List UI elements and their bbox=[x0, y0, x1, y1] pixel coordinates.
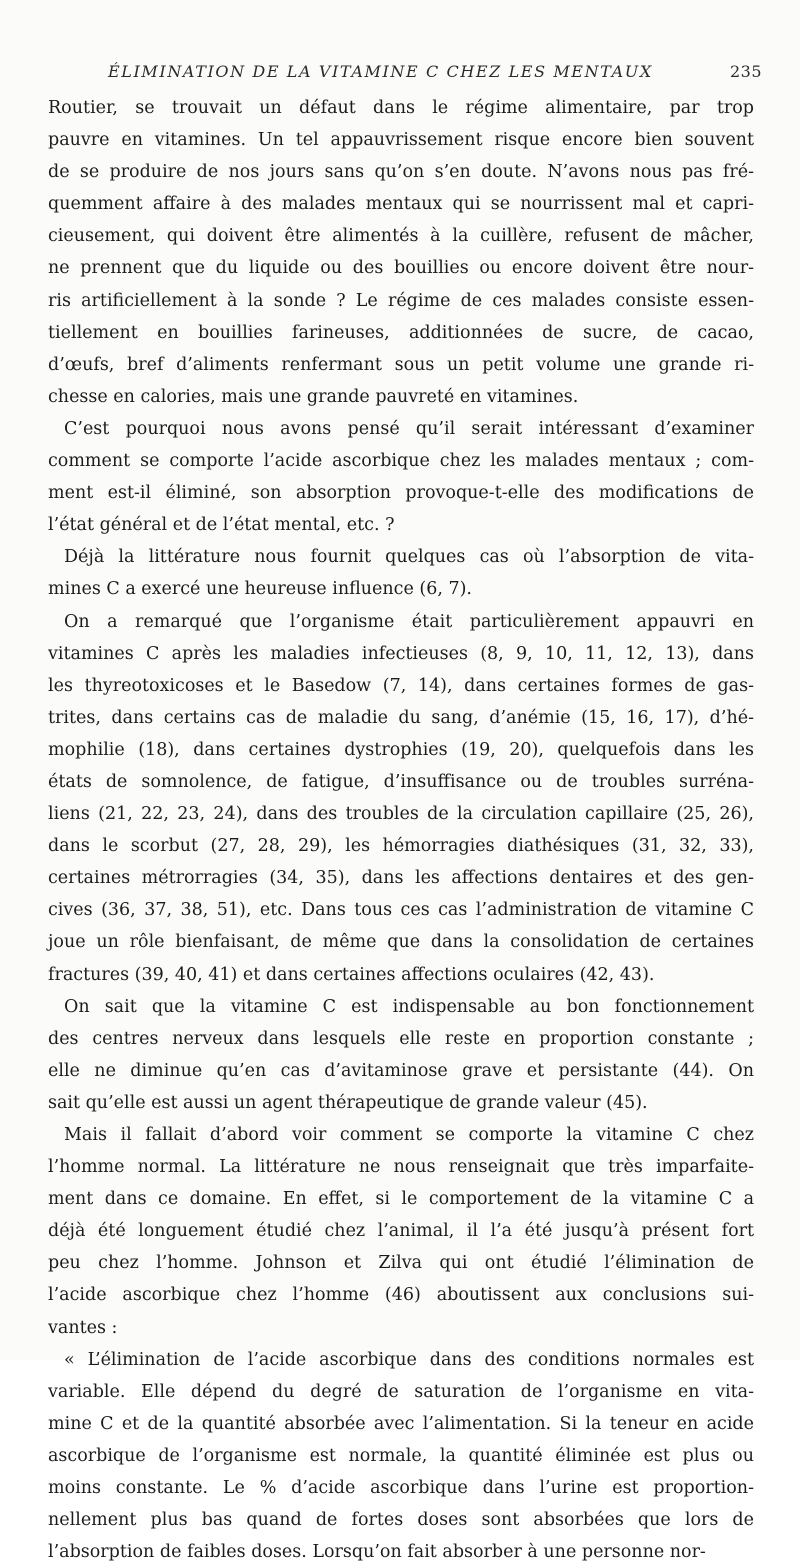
text-line: Déjà la littérature nous fournit quelques cas où l’absorption de vita- bbox=[64, 547, 754, 568]
text-line: ment est-il éliminé, son absorption provoque-t-elle des modifications de bbox=[48, 483, 754, 504]
text-line: Mais il fallait d’abord voir comment se comporte la vitamine C chez bbox=[64, 1125, 754, 1145]
text-line: variable. Elle dépend du degré de saturation de l’organisme en vita- bbox=[48, 1381, 754, 1402]
text-line: d’œufs, bref d’aliments renfermant sous un petit volume une grande ri- bbox=[48, 354, 754, 375]
paragraph bbox=[48, 1344, 754, 1568]
text-line: liens (21, 22, 23, 24), dans des troubles de la circulation capillaire (25, 26), bbox=[48, 804, 754, 825]
text-line: ne prennent que du liquide ou des bouillies ou encore doivent être nour- bbox=[48, 258, 754, 279]
text-line: tiellement en bouillies farineuses, additionnées de sucre, de cacao, bbox=[48, 322, 754, 343]
text-line: comment se comporte l’acide ascorbique chez les malades mentaux ; com- bbox=[48, 451, 754, 472]
text-line: chesse en calories, mais une grande pauvreté en vitamines. bbox=[48, 386, 579, 407]
page-number: 235 bbox=[729, 62, 762, 81]
text-line: ascorbique de l’organisme est normale, la quantité éliminée est plus ou bbox=[48, 1445, 754, 1466]
text-line: mine C et de la quantité absorbée avec l’alimentation. Si la teneur en acide bbox=[48, 1413, 754, 1434]
paragraph bbox=[48, 606, 754, 991]
text-line: des centres nerveux dans lesquels elle reste en proportion constante ; bbox=[48, 1028, 754, 1049]
text-line: certaines métrorragies (34, 35), dans les affections dentaires et des gen- bbox=[48, 868, 754, 889]
text-line: mophilie (18), dans certaines dystrophies (19, 20), quelquefois dans les bbox=[48, 739, 754, 760]
text-line: l’absorption de faibles doses. Lorsqu’on fait absorber à une personne nor- bbox=[48, 1542, 706, 1563]
paragraph bbox=[48, 413, 754, 541]
paragraph bbox=[48, 541, 754, 605]
text-line: pauvre en vitamines. Un tel appauvrissement risque encore bien souvent bbox=[48, 130, 754, 151]
text-line: C’est pourquoi nous avons pensé qu’il serait intéressant d’examiner bbox=[64, 418, 754, 439]
text-line: mines C a exercé une heureuse influence (6, 7). bbox=[48, 579, 472, 600]
text-line: dans le scorbut (27, 28, 29), les hémorragies diathésiques (31, 32, 33), bbox=[48, 836, 754, 857]
text-line: vantes : bbox=[48, 1317, 118, 1338]
text-line: elle ne diminue qu’en cas d’avitaminose grave et persistante (44). On bbox=[48, 1060, 754, 1081]
text-line: vitamines C après les maladies infectieuses (8, 9, 10, 11, 12, 13), dans bbox=[48, 643, 754, 664]
text-line: ment dans ce domaine. En effet, si le comportement de la vitamine C a bbox=[48, 1189, 754, 1210]
paragraph bbox=[48, 92, 754, 413]
text-line: moins constante. Le % d’acide ascorbique dans l’urine est proportion- bbox=[48, 1478, 754, 1499]
body-text bbox=[48, 92, 754, 1568]
text-line: On a remarqué que l’organisme était particulièrement appauvri en bbox=[64, 611, 754, 632]
text-line: sait qu’elle est aussi un agent thérapeutique de grande valeur (45). bbox=[48, 1092, 648, 1113]
running-head bbox=[40, 60, 762, 86]
text-line: joue un rôle bienfaisant, de même que dans la consolidation de certaines bbox=[48, 932, 754, 953]
text-line: fractures (39, 40, 41) et dans certaines affections oculaires (42, 43). bbox=[48, 964, 655, 985]
text-line: l’homme normal. La littérature ne nous renseignait que très imparfaite- bbox=[48, 1157, 754, 1178]
paragraph bbox=[48, 991, 754, 1119]
text-line: Routier, se trouvait un défaut dans le régime alimentaire, par trop bbox=[48, 98, 754, 118]
text-line: trites, dans certains cas de maladie du sang, d’anémie (15, 16, 17), d’hé- bbox=[48, 707, 754, 728]
text-line: cives (36, 37, 38, 51), etc. Dans tous ces cas l’administration de vitamine C bbox=[48, 900, 754, 921]
text-line: ris artificiellement à la sonde ? Le régime de ces malades consiste essen- bbox=[48, 290, 754, 311]
text-line: états de somnolence, de fatigue, d’insuffisance ou de troubles surréna- bbox=[48, 771, 754, 792]
text-line: déjà été longuement étudié chez l’animal, il l’a été jusqu’à présent fort bbox=[48, 1221, 754, 1242]
text-line: l’état général et de l’état mental, etc. ? bbox=[48, 515, 395, 536]
text-line: de se produire de nos jours sans qu’on s’en doute. N’avons nous pas fré- bbox=[48, 162, 754, 183]
text-line: On sait que la vitamine C est indispensable au bon fonctionnement bbox=[64, 996, 754, 1017]
text-line: l’acide ascorbique chez l’homme (46) aboutissent aux conclusions sui- bbox=[48, 1285, 754, 1306]
running-title: ÉLIMINATION DE LA VITAMINE C CHEZ LES MENTAUX bbox=[108, 62, 653, 81]
text-line: quemment affaire à des malades mentaux qui se nourrissent mal et capri- bbox=[48, 194, 754, 215]
text-line: nellement plus bas quand de fortes doses sont absorbées que lors de bbox=[48, 1510, 754, 1531]
text-line: peu chez l’homme. Johnson et Zilva qui ont étudié l’élimination de bbox=[48, 1253, 754, 1274]
text-line: cieusement, qui doivent être alimentés à la cuillère, refusent de mâcher, bbox=[48, 226, 754, 247]
paragraph bbox=[48, 1119, 754, 1344]
text-line: les thyreotoxicoses et le Basedow (7, 14), dans certaines formes de gas- bbox=[48, 675, 754, 696]
text-line: « L’élimination de l’acide ascorbique dans des conditions normales est bbox=[64, 1349, 754, 1370]
